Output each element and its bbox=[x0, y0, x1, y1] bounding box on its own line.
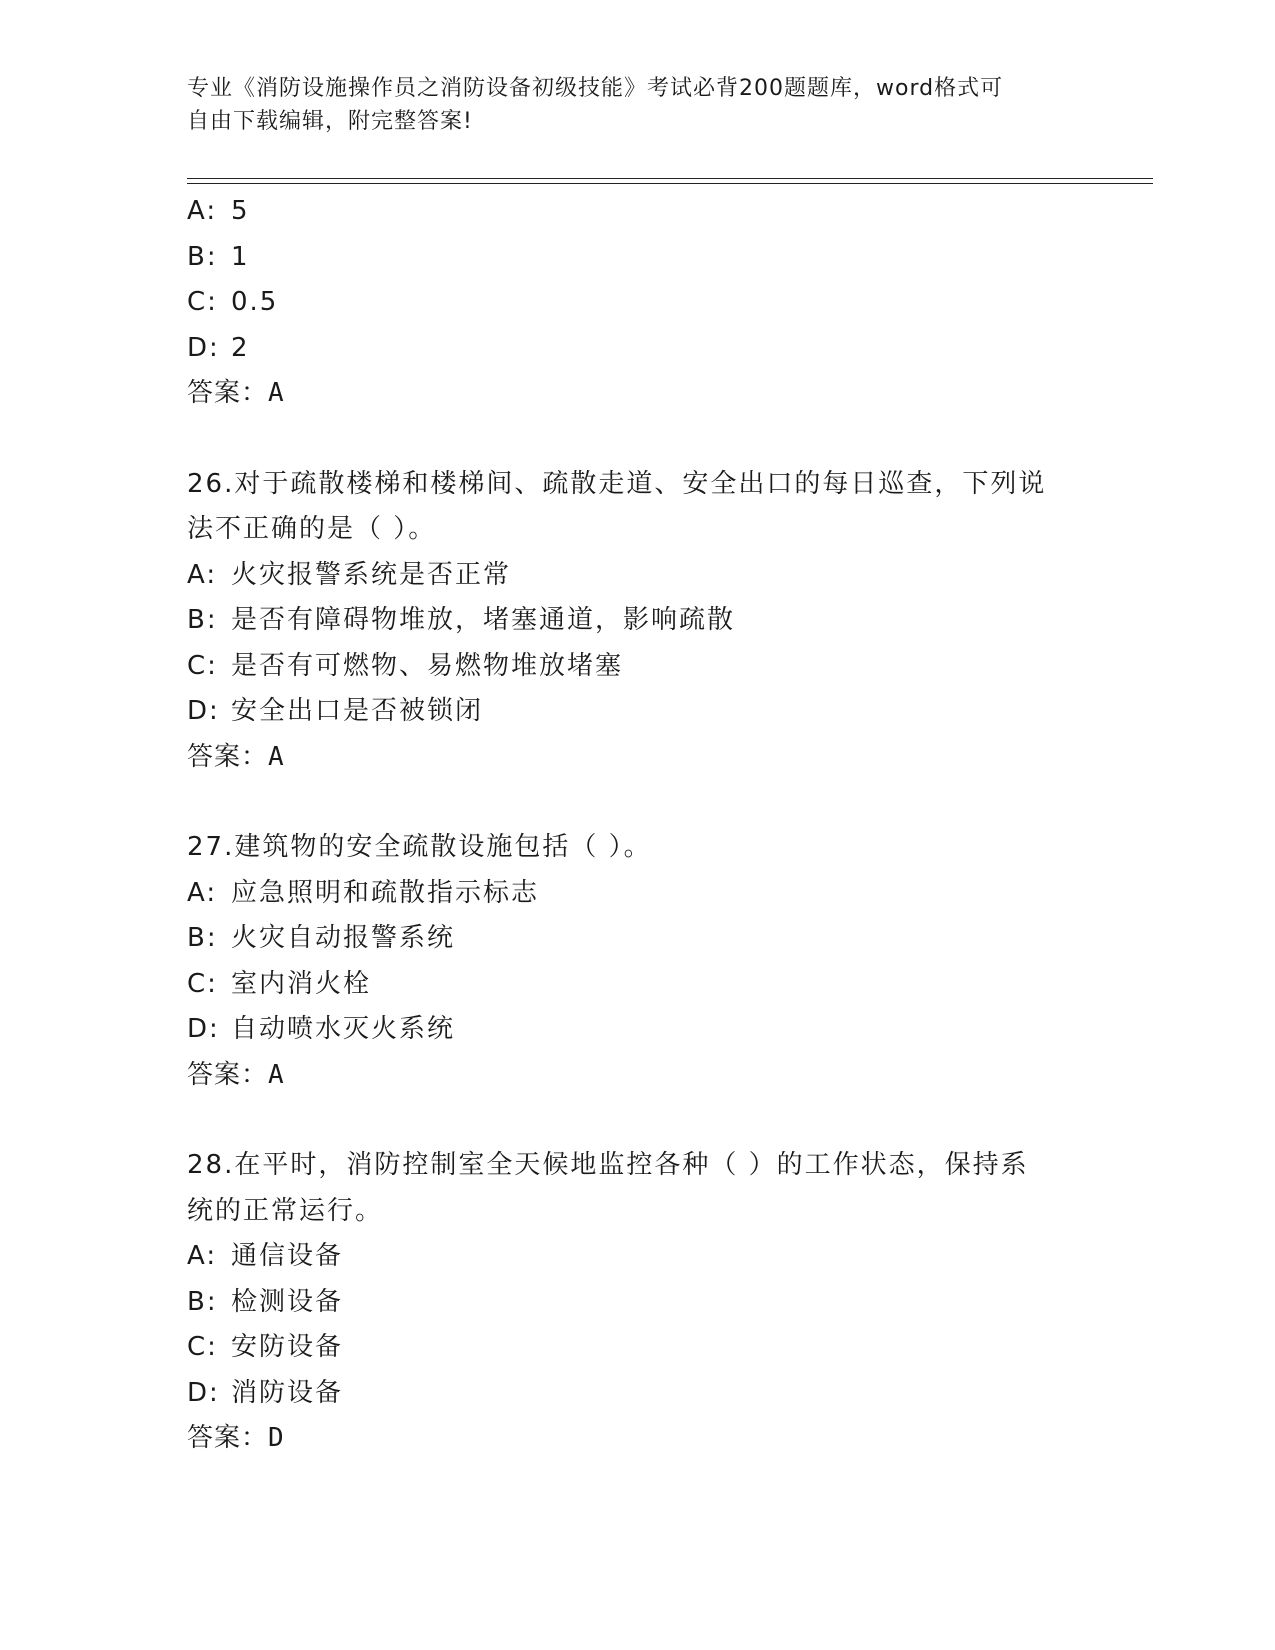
option-text: 检测设备 bbox=[231, 1286, 344, 1317]
header-title-line-1: 专业《消防设施操作员之消防设备初级技能》考试必背200题题库，word格式可 bbox=[187, 76, 1004, 101]
option-label: A: bbox=[187, 559, 218, 590]
option-label: B: bbox=[187, 241, 218, 272]
option-b bbox=[187, 1280, 1087, 1326]
answer-line bbox=[187, 1416, 1087, 1462]
option-text: 是否有可燃物、易燃物堆放堵塞 bbox=[231, 650, 624, 681]
option-label: C: bbox=[187, 650, 218, 681]
option-d bbox=[187, 689, 1087, 735]
option-d bbox=[187, 326, 1087, 372]
answer-value: A bbox=[268, 1059, 286, 1090]
option-text: 0.5 bbox=[231, 287, 279, 317]
option-label: A: bbox=[187, 877, 218, 908]
option-c bbox=[187, 280, 1087, 326]
answer-value: D bbox=[268, 1423, 286, 1453]
question-stem-line-1: 27.建筑物的安全疏散设施包括（ ）。 bbox=[187, 832, 652, 862]
option-label: C: bbox=[187, 1332, 218, 1362]
option-text: 火灾自动报警系统 bbox=[231, 923, 456, 953]
answer-value: A bbox=[268, 741, 286, 772]
answer-label: 答案： bbox=[187, 1059, 269, 1090]
option-label: C: bbox=[187, 287, 218, 317]
option-text: 室内消火栓 bbox=[231, 968, 372, 999]
option-text: 安防设备 bbox=[231, 1332, 344, 1362]
option-label: D: bbox=[187, 1377, 220, 1408]
question-27 bbox=[187, 825, 1087, 1098]
question-stem-line-2: 统的正常运行。 bbox=[187, 1195, 384, 1226]
question-stem-line-1: 26.对于疏散楼梯和楼梯间、疏散走道、安全出口的每日巡查，下列说 bbox=[187, 468, 1047, 499]
option-text: 2 bbox=[231, 332, 250, 363]
option-text: 5 bbox=[231, 196, 250, 226]
option-label: D: bbox=[187, 332, 220, 363]
answer-label: 答案： bbox=[187, 378, 269, 408]
option-label: B: bbox=[187, 923, 218, 953]
option-text: 应急照明和疏散指示标志 bbox=[231, 877, 540, 908]
answer-line bbox=[187, 371, 1087, 417]
option-text: 是否有障碍物堆放，堵塞通道，影响疏散 bbox=[231, 605, 736, 635]
document-body bbox=[187, 189, 1087, 1462]
option-b bbox=[187, 598, 1087, 644]
option-label: A: bbox=[187, 196, 218, 226]
option-label: B: bbox=[187, 605, 218, 635]
header-title-line-2: 自由下载编辑，附完整答案! bbox=[187, 109, 473, 134]
question-stem-line-2: 法不正确的是（ ）。 bbox=[187, 514, 437, 544]
option-text: 消防设备 bbox=[231, 1377, 344, 1408]
option-label: D: bbox=[187, 696, 220, 726]
option-d bbox=[187, 1007, 1087, 1053]
option-c bbox=[187, 644, 1087, 690]
option-label: A: bbox=[187, 1241, 218, 1271]
option-a bbox=[187, 553, 1087, 599]
option-a bbox=[187, 871, 1087, 917]
answer-label: 答案： bbox=[187, 741, 269, 772]
answer-line bbox=[187, 735, 1087, 781]
header-divider bbox=[187, 178, 1153, 184]
option-text: 通信设备 bbox=[231, 1241, 344, 1271]
option-c bbox=[187, 962, 1087, 1008]
option-a bbox=[187, 1234, 1087, 1280]
option-text: 自动喷水灭火系统 bbox=[231, 1014, 456, 1044]
option-b bbox=[187, 916, 1087, 962]
answer-line bbox=[187, 1053, 1087, 1099]
option-b bbox=[187, 235, 1087, 281]
option-text: 1 bbox=[231, 241, 250, 272]
answer-label: 答案： bbox=[187, 1423, 269, 1453]
option-text: 火灾报警系统是否正常 bbox=[231, 559, 512, 590]
question-stem-line-1: 28.在平时，消防控制室全天候地监控各种（ ）的工作状态，保持系 bbox=[187, 1150, 1029, 1180]
option-d bbox=[187, 1371, 1087, 1417]
question-28 bbox=[187, 1143, 1087, 1462]
document-header bbox=[187, 72, 1067, 138]
option-label: B: bbox=[187, 1286, 218, 1317]
question-26 bbox=[187, 462, 1087, 781]
option-c bbox=[187, 1325, 1087, 1371]
question-25-tail bbox=[187, 189, 1087, 417]
option-text: 安全出口是否被锁闭 bbox=[231, 696, 484, 726]
option-label: D: bbox=[187, 1014, 220, 1044]
option-a bbox=[187, 189, 1087, 235]
option-label: C: bbox=[187, 968, 218, 999]
answer-value: A bbox=[268, 378, 286, 408]
